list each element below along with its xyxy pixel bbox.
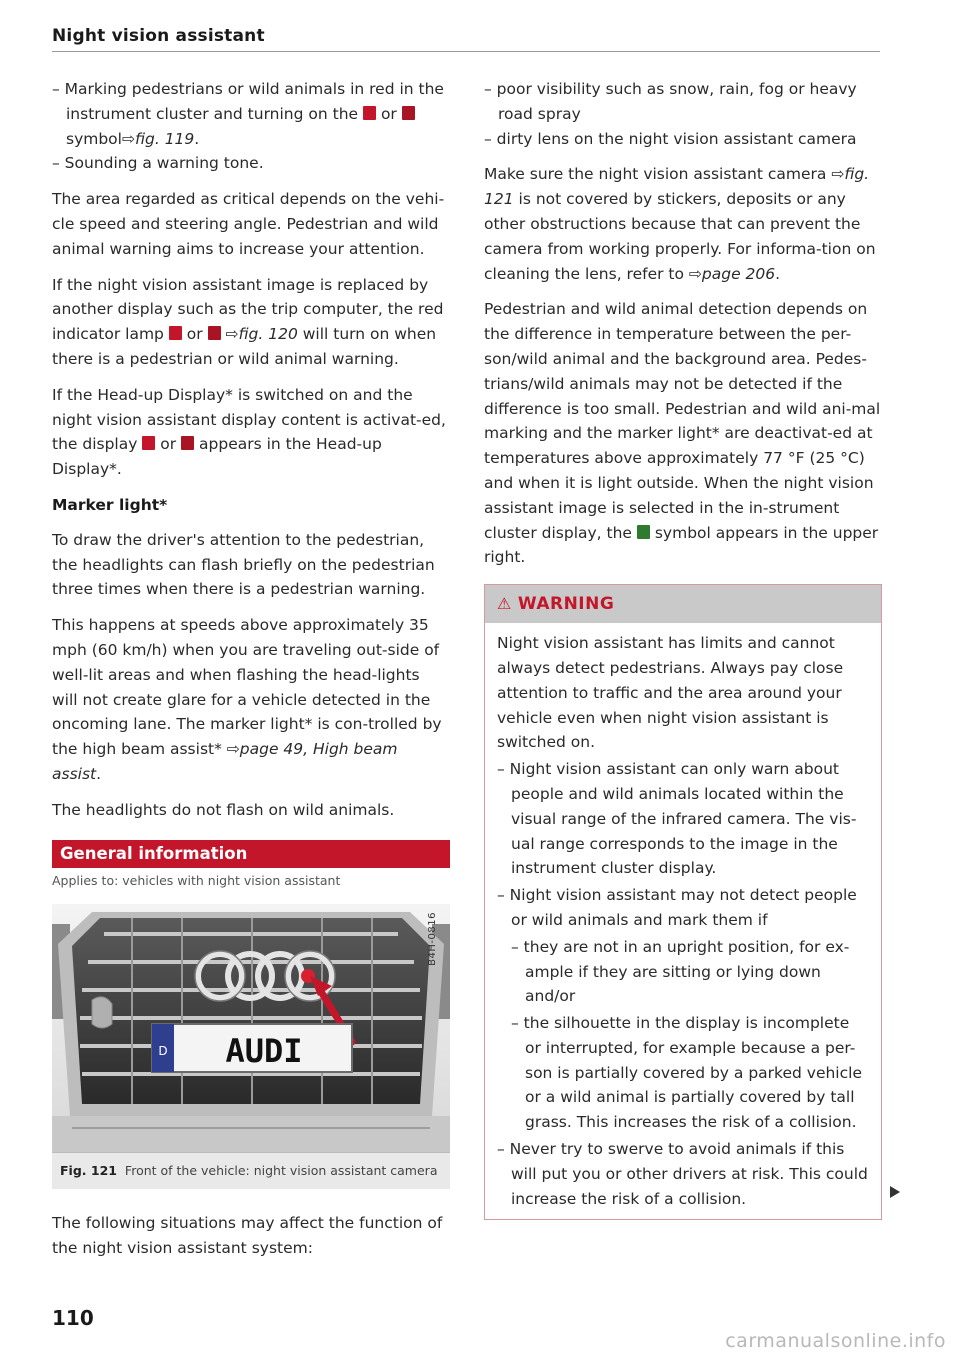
paragraph: The following situations may affect the function of the night vision assistant system: <box>52 1214 443 1258</box>
fig-121-link[interactable]: fig. 121 <box>484 165 870 209</box>
page-206-link[interactable]: page 206 <box>701 264 776 283</box>
subheading-marker-light: Marker light* <box>52 495 168 514</box>
paragraph: Make sure the night vision assistant camera ⇨fig. 121 is not covered by stickers, deposits or any other obstructions because that can prevent the camera from working properly. For informa-tion on cleaning the lens, refer to ⇨page 206. <box>484 165 876 283</box>
right-column <box>484 77 882 1220</box>
plate-country-letter: D <box>158 1043 168 1058</box>
license-plate-text: AUDI <box>225 1031 303 1070</box>
paragraph: Pedestrian and wild animal detection depends on the difference in temperature between the per-son/wild animal and the background area. Pedes-trians/wild animals may not be detected if the difference is too small. Pedestrian and wild ani-mal marking and the marker light* are deactivat-ed at temperatures above approximately 77 °F (25 °C) and when it is light outside. When the night vision assistant image is selected in the in-strument cluster display, the symbol appears in the upper right. <box>484 300 881 567</box>
car-front-illustration <box>52 904 450 1152</box>
paragraph: This happens at speeds above approximately 35 mph (60 km/h) when you are traveling out-side of well-lit areas and when flashing the head-lights will not create glare for a vehicle detected in the oncoming lane. The marker light* is con-trolled by the high beam assist* ⇨page 49, High beam assist. <box>52 616 442 783</box>
pedestrian-symbol-icon <box>363 106 376 120</box>
page-header-title: Night vision assistant <box>52 26 265 46</box>
page-49-link[interactable]: page 49, High beam assist <box>52 740 398 783</box>
warning-item: – Night vision assistant may not detect people or wild animals and mark them if <box>497 886 857 929</box>
animal-symbol-icon <box>181 436 194 450</box>
figure-code: B4H-0816 <box>427 911 439 966</box>
list-item: – poor visibility such as snow, rain, fog or heavy road spray <box>484 80 857 123</box>
paragraph: To draw the driver's attention to the pedestrian, the headlights can flash briefly on the pedestrian three times when there is a pedestrian warning. <box>52 530 435 599</box>
animal-symbol-icon <box>208 326 221 340</box>
fig-120-link[interactable]: fig. 120 <box>238 325 298 344</box>
paragraph: If the night vision assistant image is replaced by another display such as the trip computer, the red indicator lamp or ⇨fig. 120 will turn on when there is a pedestrian or wild animal warning. <box>52 275 444 368</box>
left-column <box>52 77 450 1272</box>
warning-subitem: – the silhouette in the display is incomplete or interrupted, for example because a per-son is partially covered by a parked vehicle or a wild animal is partially covered by tall grass. This increases the risk of a collision. <box>511 1014 862 1132</box>
continue-arrow-icon <box>890 1186 900 1198</box>
list-item: – Marking pedestrians or wild animals in red in the instrument cluster and turning on the or symbol⇨fig. 119. <box>52 80 444 148</box>
page-number: 110 <box>52 1306 94 1330</box>
fig-119-link[interactable]: fig. 119 <box>134 129 195 148</box>
warning-subitem: – they are not in an upright position, for ex-ample if they are sitting or lying down and/or <box>511 937 850 1006</box>
warning-triangle-icon: ⚠ <box>497 594 512 614</box>
warning-paragraph: Night vision assistant has limits and cannot always detect pedestrians. Always pay close attention to traffic and the area around your vehicle even when night vision assistant is switched on. <box>497 634 844 752</box>
list-item: – Sounding a warning tone. <box>52 154 264 173</box>
paragraph: The area regarded as critical depends on the vehi-cle speed and steering angle. Pedestrian and wild animal warning aims to increase your attention. <box>52 190 445 258</box>
pedestrian-symbol-icon <box>169 326 182 340</box>
warning-box <box>484 584 882 1220</box>
watermark: carmanualsonline.info <box>725 1330 946 1352</box>
warning-item: – Never try to swerve to avoid animals if this will put you or other drivers at risk. This could increase the risk of a collision. <box>497 1140 868 1208</box>
figure-121 <box>52 904 450 1153</box>
night-vision-symbol-icon <box>637 525 650 539</box>
warning-item: – Night vision assistant can only warn about people and wild animals located within the visual range of the infrared camera. The vis-ual range corresponds to the image in the instrument cluster display. <box>497 760 857 878</box>
animal-symbol-icon <box>402 106 415 120</box>
paragraph: The headlights do not flash on wild animals. <box>52 800 395 819</box>
list-item: – dirty lens on the night vision assistant camera <box>484 129 857 148</box>
section-title: General information <box>52 840 450 868</box>
applies-to-note: Applies to: vehicles with night vision assistant <box>52 872 341 888</box>
figure-caption: Fig. 121 Front of the vehicle: night vision assistant camera <box>52 1153 450 1190</box>
paragraph: If the Head-up Display* is switched on and the night vision assistant display content is activat-ed, the display or appears in the Head-up Display*. <box>52 385 446 479</box>
warning-body <box>485 623 881 1219</box>
pedestrian-symbol-icon <box>142 436 155 450</box>
header-divider <box>52 51 880 52</box>
warning-header: ⚠ WARNING <box>485 585 881 623</box>
